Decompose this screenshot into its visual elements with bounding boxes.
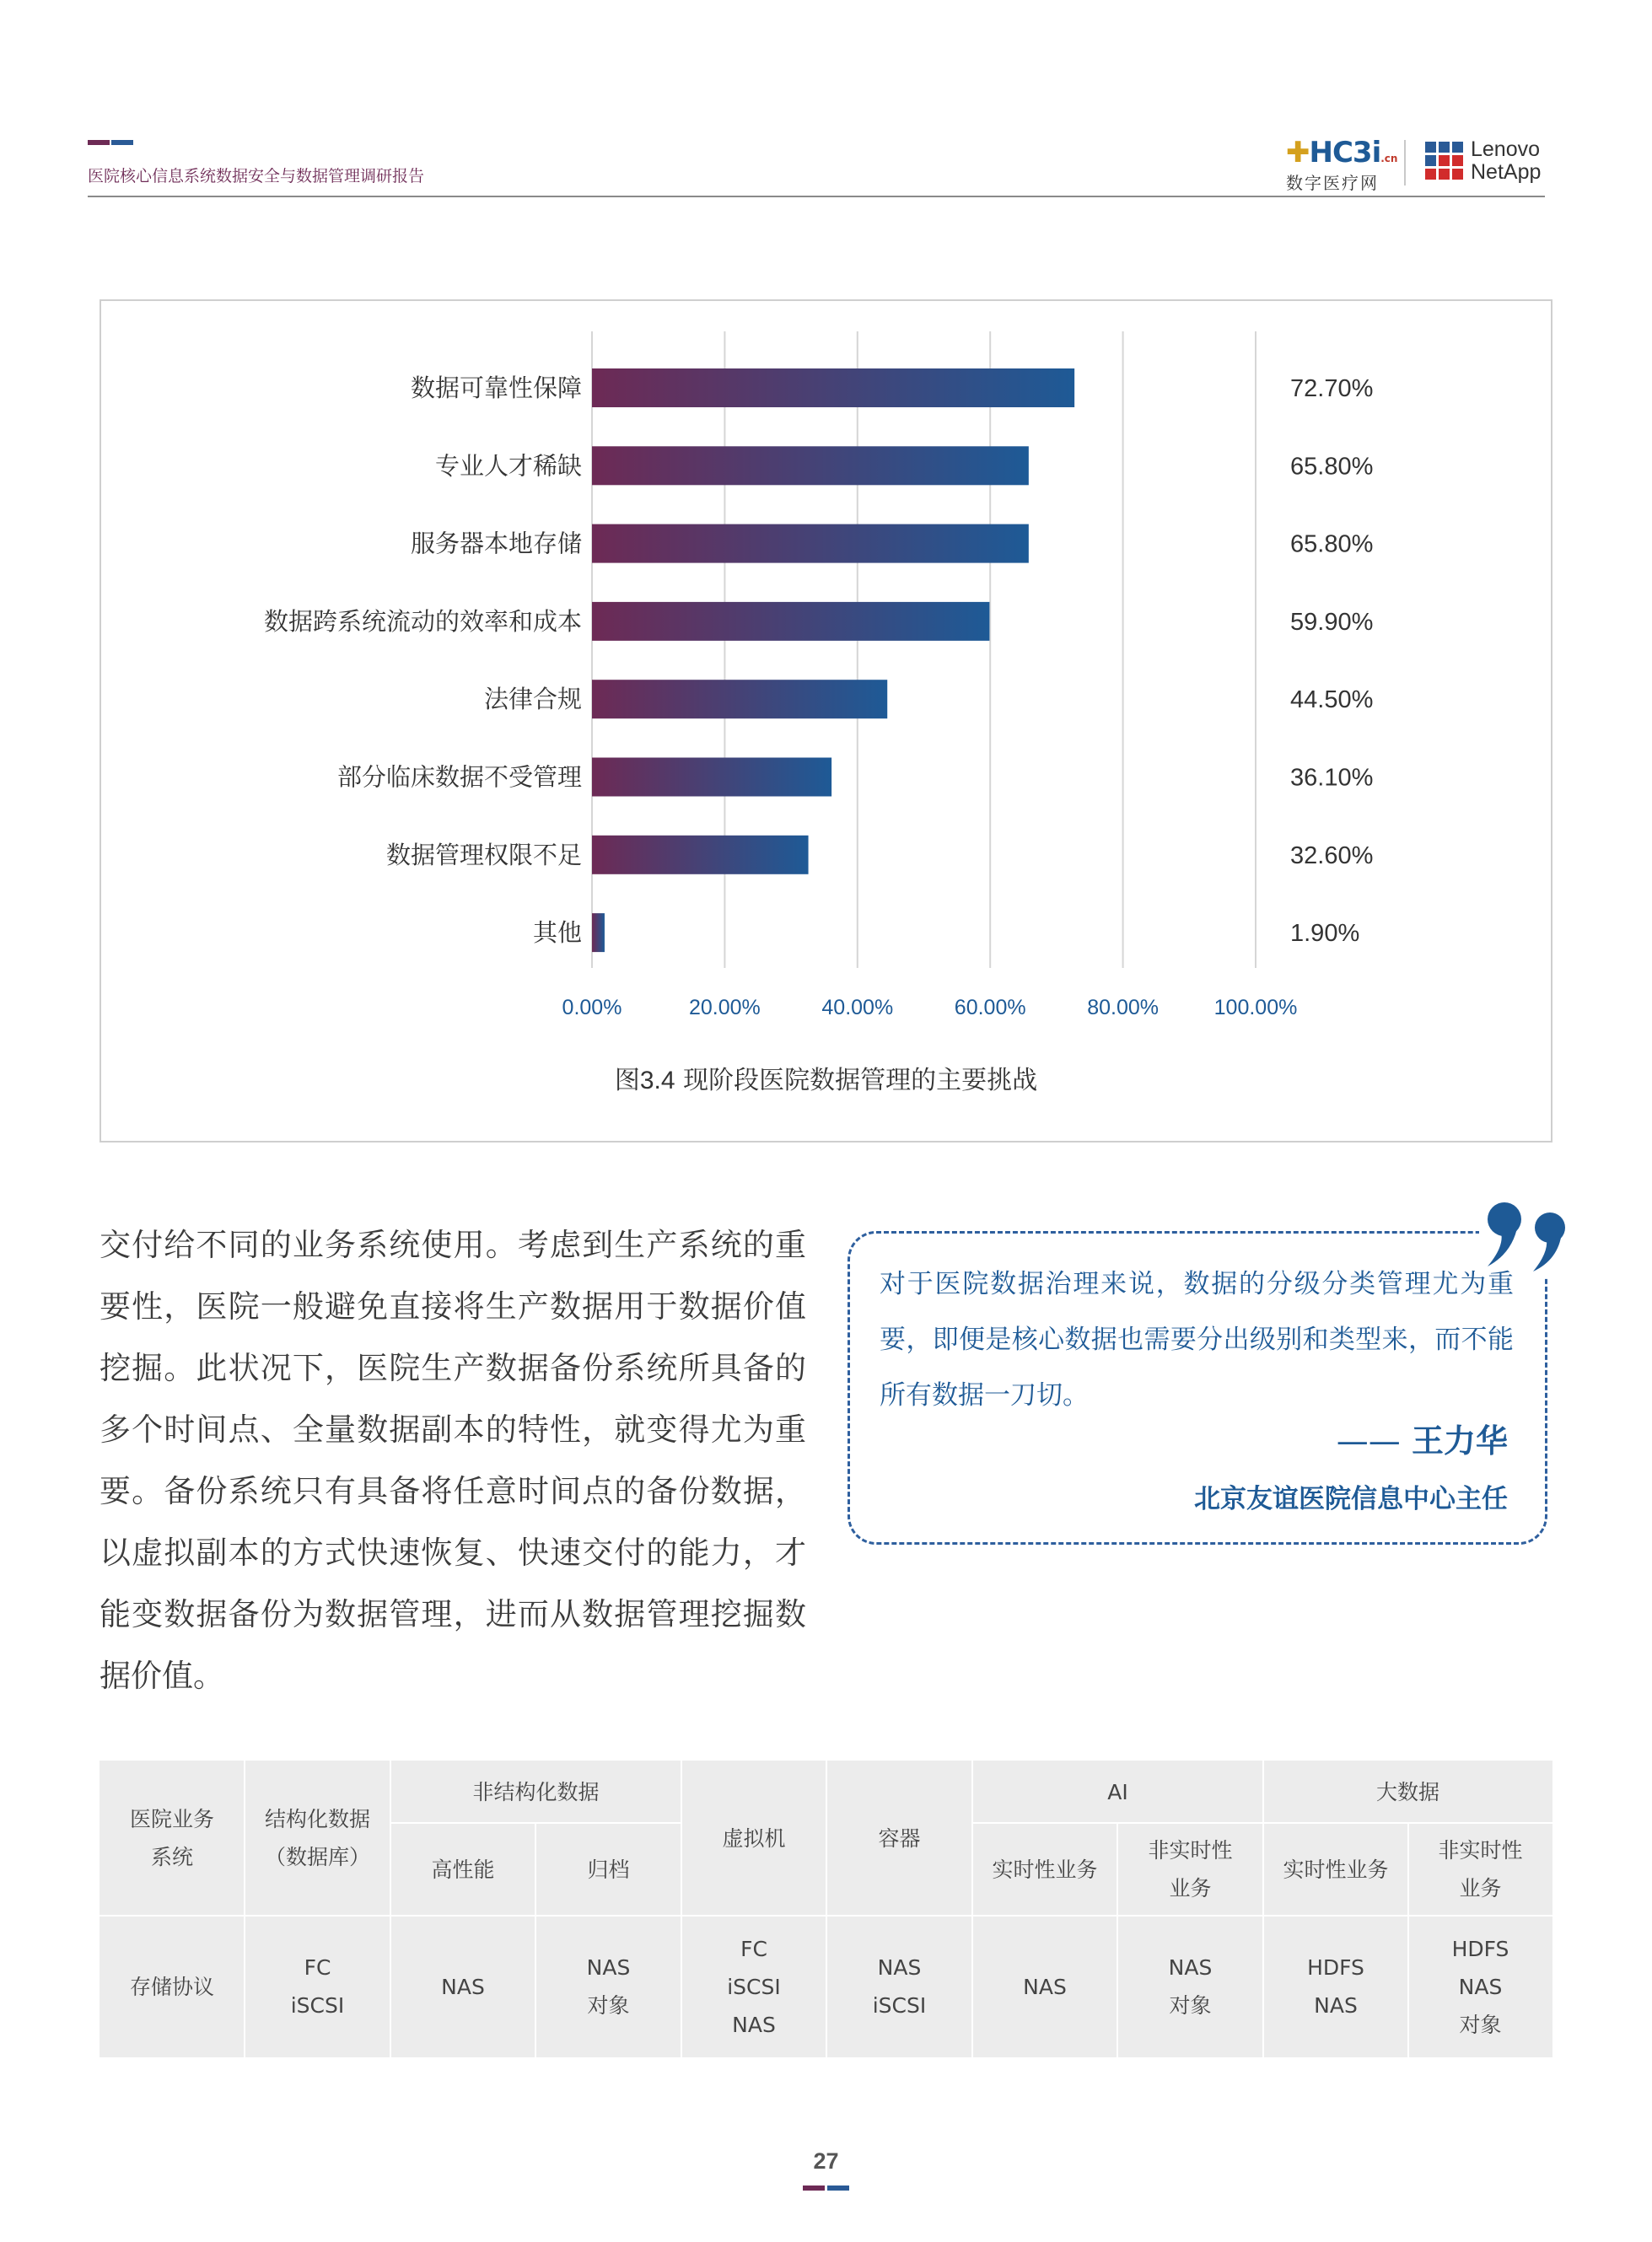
table-header-ai-non-realtime (1117, 1823, 1263, 1916)
data-label: 44.50% (1290, 686, 1374, 714)
table-divider (535, 1823, 536, 2057)
table-cell-container (826, 1916, 972, 2057)
bar-chart (0, 0, 1652, 1046)
data-label: 65.80% (1290, 530, 1374, 558)
data-label: 32.60% (1290, 841, 1374, 869)
logo-text-lenovo: Lenovo (1471, 137, 1541, 161)
table-divider (972, 1822, 1552, 1824)
hc3i-plus-icon: ✚ (1286, 136, 1310, 169)
cell-line: 非实时性 (1148, 1838, 1233, 1863)
table-divider (971, 1761, 973, 2057)
cell-line: 对象 (1459, 2012, 1502, 2037)
cell-line: NAS (1314, 1993, 1358, 2018)
cell-line: （数据库） (264, 1845, 370, 1869)
category-label: 部分临床数据不受管理 (336, 762, 582, 792)
bar (592, 913, 605, 952)
cell-line: HDFS (1451, 1936, 1509, 1961)
cell-line: 对象 (587, 1993, 630, 2018)
category-label: 专业人才稀缺 (434, 451, 582, 481)
table-divider (390, 1822, 681, 1824)
table-header-business-system (100, 1761, 245, 1916)
cell-line: NAS (1458, 1974, 1503, 1999)
table-cell-ai-realtime (972, 1916, 1117, 2057)
table-cell-virtual-machine (681, 1916, 826, 2057)
table-divider (390, 1761, 391, 2057)
chart-title: 现阶段医院数据管理的主要挑战 (683, 1066, 1038, 1095)
table-header-container: 容器 (878, 1825, 921, 1851)
cell-line: iSCSI (290, 1993, 345, 2018)
table-divider (1117, 1823, 1118, 2057)
bar (592, 602, 989, 641)
table-cell-structured (245, 1916, 390, 2057)
hc3i-logo-suffix: .cn (1380, 153, 1398, 164)
table-header-bigdata-realtime: 实时性业务 (1283, 1857, 1389, 1882)
data-label: 1.90% (1290, 920, 1360, 948)
cell-line: NAS (1023, 1974, 1067, 1999)
table-divider (1262, 1761, 1264, 2057)
cell-line: 结构化数据 (264, 1807, 370, 1831)
cell-line: 业务 (1459, 1876, 1502, 1901)
table-header-structured-data (245, 1761, 390, 1916)
x-tick-label: 80.00% (1087, 996, 1159, 1019)
table-cell-bigdata-non-realtime (1408, 1916, 1552, 2057)
table-header-ai-realtime: 实时性业务 (992, 1857, 1098, 1882)
cell-line: NAS (1168, 1955, 1213, 1980)
table-divider (826, 1761, 827, 2057)
category-label: 数据可靠性保障 (410, 374, 582, 402)
body-paragraph: 交付给不同的业务系统使用。考虑到生产系统的重要性，医院一般避免直接将生产数据用于数据价值挖掘。此状况下，医院生产数据备份系统所具备的多个时间点、全量数据副本的特性，就变得尤为重要。备份系统只有具备将任意时间点的备份数据，以虚拟副本的方式快速恢复、快速交付的能力，才能变数据备份为数据管理，进而从数据管理挖掘数据价值。 (100, 1227, 806, 1694)
x-tick-label: 40.00% (821, 996, 894, 1019)
cell-line: FC (740, 1936, 767, 1961)
quote-text: 对于医院数据治理来说，数据的分级分类管理尤为重要，即便是核心数据也需要分出级别和类型来，而不能所有数据一刀切。 (880, 1269, 1514, 1411)
quote-author: 王力华 (1411, 1422, 1508, 1460)
report-title: 医院核心信息系统数据安全与数据管理调研报告 (88, 167, 425, 185)
cell-line: iSCSI (727, 1974, 781, 1999)
table-cell-ai-non-realtime (1117, 1916, 1263, 2057)
table-header-virtual-machine: 虚拟机 (722, 1825, 786, 1851)
cell-line: NAS (877, 1955, 922, 1980)
chart-figure-number: 图3.4 (614, 1067, 675, 1094)
cell-line: HDFS (1307, 1955, 1364, 1980)
cell-line: NAS (441, 1974, 485, 1999)
table-row-label: 存储协议 (129, 1974, 214, 1999)
table-divider (1407, 1823, 1409, 2057)
table-cell-high-performance (390, 1916, 535, 2057)
table-divider (244, 1761, 245, 2057)
x-tick-label: 20.00% (689, 996, 761, 1019)
footer-accent-bar-blue (827, 2186, 849, 2191)
chart-caption (0, 1059, 1652, 1096)
cell-line: NAS (732, 2012, 776, 2037)
quote-dash: —— (1336, 1422, 1401, 1460)
table-header-high-performance: 高性能 (431, 1857, 495, 1882)
cell-line: NAS (586, 1955, 631, 1980)
logo-text-netapp: NetApp (1471, 160, 1542, 184)
category-label: 数据管理权限不足 (385, 840, 582, 869)
hc3i-logo-mark: HC3i (1309, 136, 1381, 169)
x-tick-label: 100.00% (1213, 996, 1298, 1019)
category-label: 数据跨系统流动的效率和成本 (263, 606, 582, 636)
x-tick-label: 0.00% (562, 996, 622, 1019)
cell-line: 非实时性 (1438, 1838, 1523, 1863)
bar (592, 758, 831, 797)
table-header-archive: 归档 (587, 1857, 630, 1882)
data-label: 72.70% (1290, 375, 1374, 402)
table-header-ai: AI (1107, 1779, 1128, 1804)
cell-line: 系统 (150, 1845, 193, 1869)
data-label: 65.80% (1290, 453, 1374, 481)
quote-author-line (880, 1415, 1508, 1461)
table-header-bigdata-non-realtime (1408, 1823, 1552, 1916)
table-divider (100, 1915, 1552, 1917)
page-number: 27 (813, 2148, 839, 2174)
bar (592, 524, 1029, 563)
cell-line: 医院业务 (129, 1807, 214, 1831)
category-label: 其他 (532, 918, 582, 948)
bar (592, 368, 1074, 407)
table-cell-archive (535, 1916, 681, 2057)
data-label: 59.90% (1290, 608, 1374, 636)
footer-accent-bar-purple (803, 2186, 825, 2191)
cell-line: 业务 (1169, 1876, 1212, 1901)
bar (592, 680, 887, 718)
bar (592, 446, 1029, 485)
table-divider (681, 1761, 682, 2057)
category-label: 法律合规 (483, 685, 582, 714)
cell-line: iSCSI (872, 1993, 927, 2018)
storage-protocol-table (100, 1761, 1552, 2057)
table-header-big-data: 大数据 (1375, 1779, 1439, 1804)
table-header-unstructured-data: 非结构化数据 (472, 1779, 600, 1804)
cell-line: 对象 (1169, 1993, 1212, 2018)
data-label: 36.10% (1290, 764, 1374, 792)
cell-line: FC (304, 1955, 331, 1980)
bar (592, 836, 809, 874)
category-label: 服务器本地存储 (410, 529, 582, 558)
hc3i-logo-subtitle: 数字医疗网 (1286, 173, 1379, 193)
quote-author-role: 北京友谊医院信息中心主任 (1194, 1484, 1508, 1514)
x-tick-label: 60.00% (954, 996, 1026, 1019)
table-cell-bigdata-realtime (1263, 1916, 1408, 2057)
